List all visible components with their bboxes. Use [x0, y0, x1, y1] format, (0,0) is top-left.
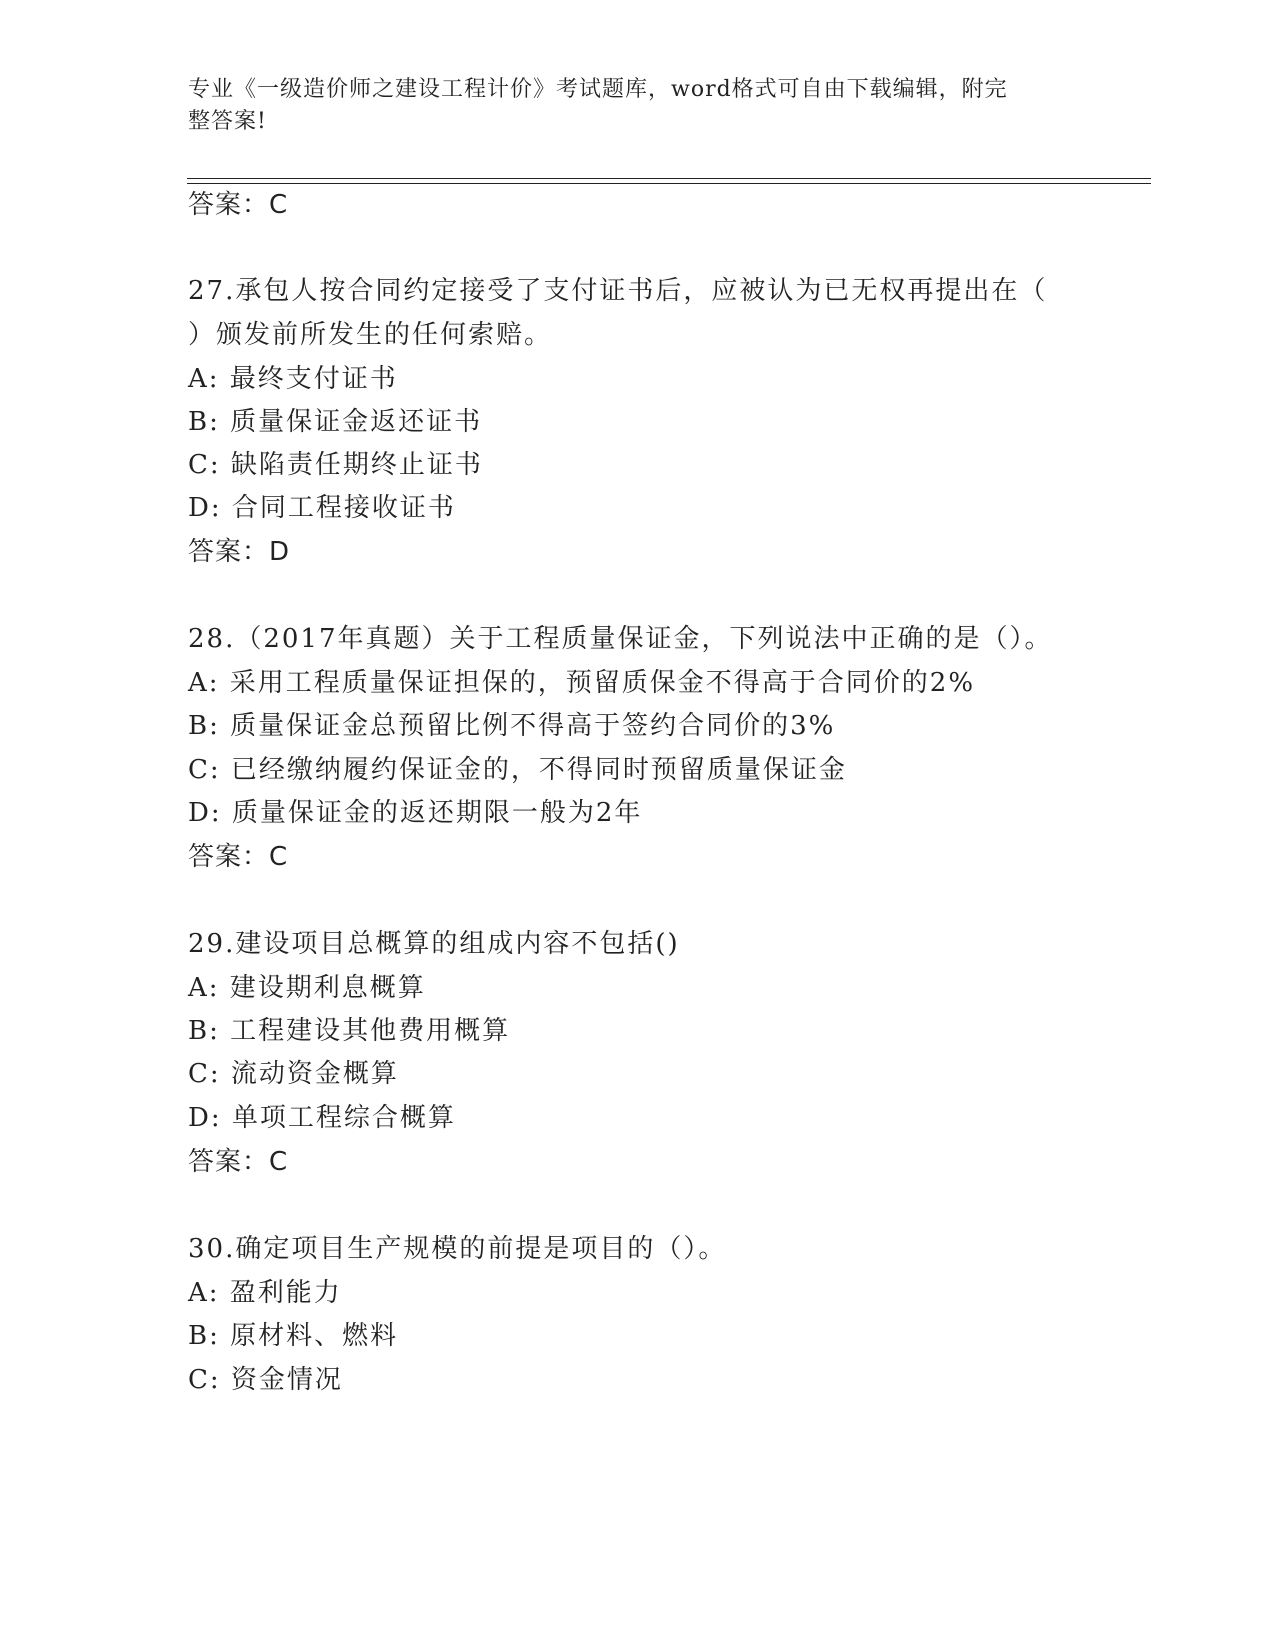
question-stem: ）颁发前所发生的任何索赔。: [188, 320, 553, 350]
option-b: B: 原材料、燃料: [188, 1321, 399, 1351]
option-a: A: 最终支付证书: [188, 364, 398, 394]
answer-label: 答案：C: [188, 842, 289, 872]
answer-label: 答案：D: [188, 537, 291, 567]
header-rule-top: [187, 178, 1151, 179]
option-b: B: 工程建设其他费用概算: [188, 1016, 511, 1046]
answer-label: 答案：C: [188, 1147, 289, 1177]
option-d: D: 单项工程综合概算: [188, 1103, 456, 1133]
header-rule-bottom: [187, 183, 1151, 184]
option-a: A: 采用工程质量保证担保的，预留质保金不得高于合同价的2%: [188, 668, 976, 698]
option-b: B: 质量保证金返还证书: [188, 407, 483, 437]
question-stem: 29.建设项目总概算的组成内容不包括(): [188, 929, 680, 959]
option-c: C: 流动资金概算: [188, 1059, 399, 1089]
header-line-2: 整答案!: [188, 109, 267, 134]
question-stem: 28.（2017年真题）关于工程质量保证金，下列说法中正确的是（）。: [188, 624, 1053, 654]
question-stem: 30.确定项目生产规模的前提是项目的（）。: [188, 1234, 727, 1264]
answer-label: 答案：C: [188, 190, 289, 220]
page-header: [188, 74, 1068, 138]
option-c: C: 资金情况: [188, 1365, 343, 1395]
question-stem: 27.承包人按合同约定接受了支付证书后，应被认为已无权再提出在（: [188, 276, 1048, 306]
option-d: D: 质量保证金的返还期限一般为2年: [188, 798, 643, 828]
option-c: C: 已经缴纳履约保证金的，不得同时预留质量保证金: [188, 755, 847, 785]
option-b: B: 质量保证金总预留比例不得高于签约合同价的3%: [188, 711, 836, 741]
header-line-1: 专业《一级造价师之建设工程计价》考试题库，word格式可自由下载编辑，附完: [188, 77, 1008, 102]
option-c: C: 缺陷责任期终止证书: [188, 450, 483, 480]
option-a: A: 建设期利息概算: [188, 973, 426, 1003]
option-a: A: 盈利能力: [188, 1278, 342, 1308]
option-d: D: 合同工程接收证书: [188, 493, 456, 523]
